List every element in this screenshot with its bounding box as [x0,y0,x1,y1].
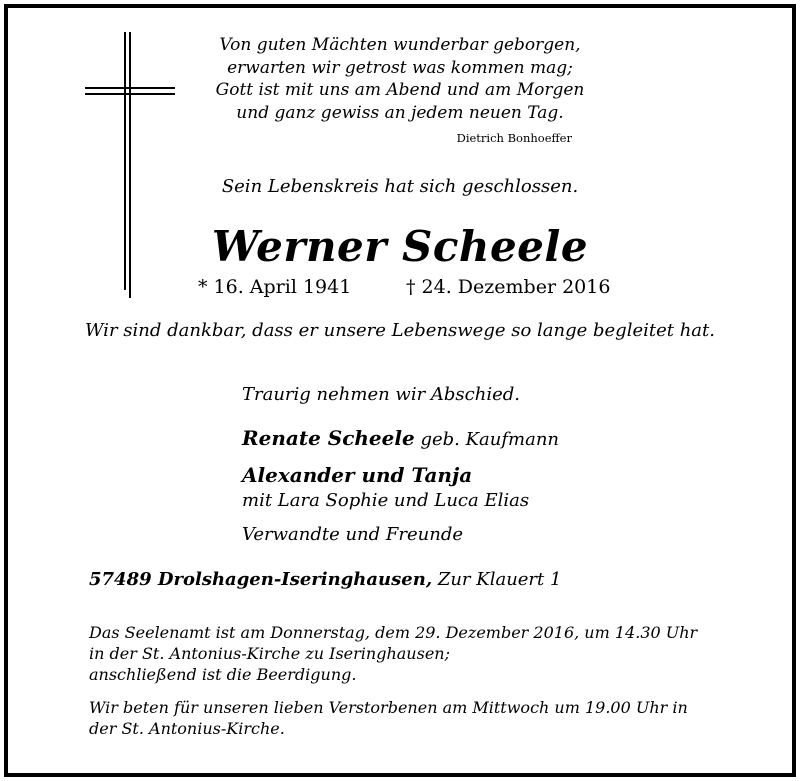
poem-author: Dietrich Bonhoeffer [456,131,572,145]
service-line: Das Seelenamt ist am Donnerstag, dem 29. Dezember 2016, um 14.30 Uhr [89,623,698,642]
farewell-line: Traurig nehmen wir Abschied. [242,384,520,405]
prayer-line: Wir beten für unseren lieben Verstorbenen am Mittwoch um 19.00 Uhr in [89,698,688,717]
thanks-line: Wir sind dankbar, dass er unsere Lebenswege so lange begleitet hat. [85,320,715,341]
poem [150,34,650,124]
spouse-line [242,426,559,450]
poem-line: Gott ist mit uns am Abend und am Morgen [215,80,585,100]
deceased-name: Werner Scheele [211,222,589,271]
prayer-line: der St. Antonius-Kirche. [89,719,285,738]
children-line: Alexander und Tanja [242,463,473,487]
closing-line: Sein Lebenskreis hat sich geschlossen. [221,176,579,197]
address-place: 57489 Drolshagen-Iseringhausen, [89,569,433,590]
spouse-name: Renate Scheele [242,426,415,450]
poem-line: Von guten Mächten wunderbar geborgen, [219,35,581,55]
poem-line: und ganz gewiss an jedem neuen Tag. [236,102,564,123]
address-street: Zur Klauert 1 [437,569,562,590]
service-line: anschließend ist die Beerdigung. [89,665,357,684]
service-line: in der St. Antonius-Kirche zu Iseringhausen; [89,644,450,663]
birth-date: * 16. April 1941 [198,276,352,298]
address [89,569,561,590]
poem-line: erwarten wir getrost was kommen mag; [227,57,573,78]
relatives-line: Verwandte und Freunde [242,524,464,545]
death-date: † 24. Dezember 2016 [406,276,611,298]
service-info [89,622,697,685]
prayer-info [89,697,688,739]
spouse-maiden-name: geb. Kaufmann [420,429,560,450]
grandchildren-line: mit Lara Sophie und Luca Elias [242,490,530,511]
